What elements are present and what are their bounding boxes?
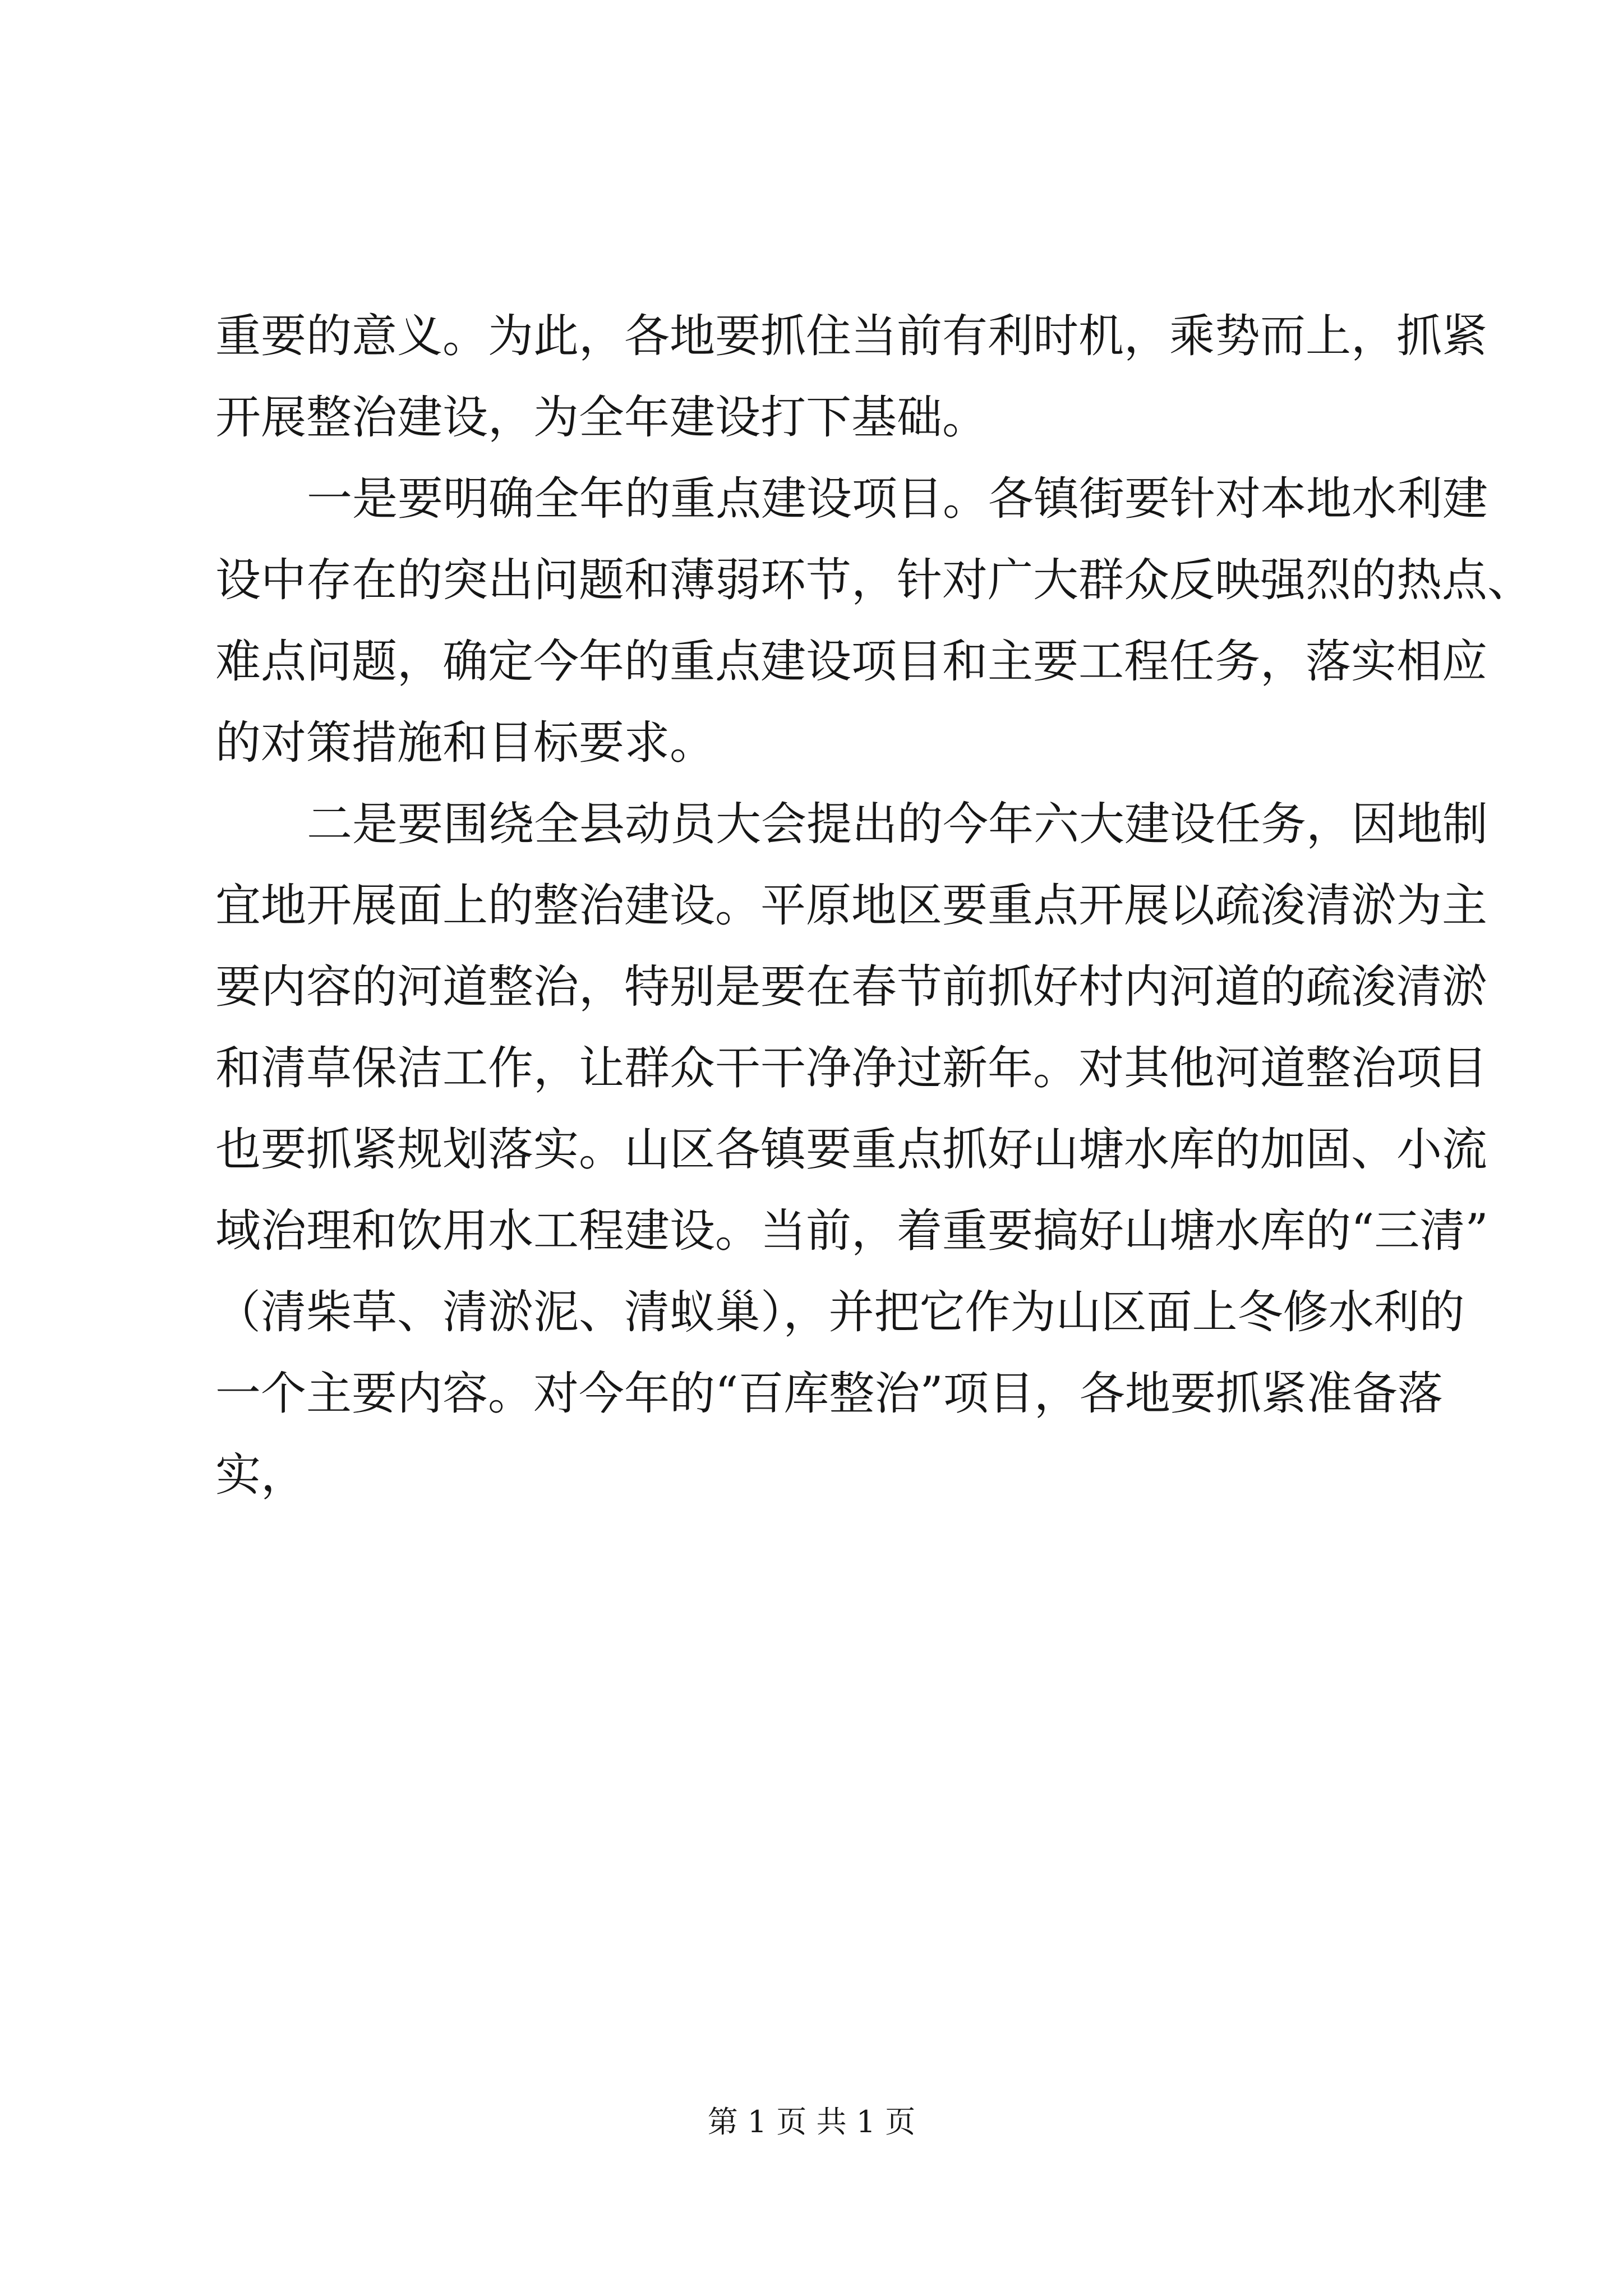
text-line: 重要的意义。为此，各地要抓住当前有利时机，乘势而上，抓紧 xyxy=(215,310,1488,363)
body-text xyxy=(215,296,1533,1516)
text-line: 宜地开展面上的整治建设。平原地区要重点开展以疏浚清淤为主 xyxy=(215,880,1488,932)
text-line: 设中存在的突出问题和薄弱环节，针对广大群众反映强烈的热点、 xyxy=(215,554,1533,607)
text-line: 域治理和饮用水工程建设。当前，着重要搞好山塘水库的“三清” xyxy=(215,1205,1488,1258)
text-line: 要内容的河道整治，特别是要在春节前抓好村内河道的疏浚清淤 xyxy=(215,961,1488,1014)
paragraph-start-line: 一是要明确全年的重点建设项目。各镇街要针对本地水利建 xyxy=(307,473,1488,526)
text-line: 和清草保洁工作，让群众干干净净过新年。对其他河道整治项目 xyxy=(215,1042,1488,1095)
text-line: （清柴草、清淤泥、清蚁巢），并把它作为山区面上冬修水利的 xyxy=(215,1286,1465,1339)
text-line: 开展整治建设，为全年建设打下基础。 xyxy=(215,392,988,444)
text-line: 实， xyxy=(215,1449,307,1502)
page-number-label: 第 1 页 共 1 页 xyxy=(707,2104,916,2139)
text-line: 也要抓紧规划落实。山区各镇要重点抓好山塘水库的加固、小流 xyxy=(215,1124,1488,1176)
paragraph-start-line: 二是要围绕全县动员大会提出的今年六大建设任务，因地制 xyxy=(307,798,1488,851)
text-line: 难点问题，确定今年的重点建设项目和主要工程任务，落实相应 xyxy=(215,636,1488,688)
text-line: 一个主要内容。对今年的“百库整治”项目，各地要抓紧准备落 xyxy=(215,1368,1443,1420)
page-footer xyxy=(0,2102,1623,2142)
text-line: 的对策措施和目标要求。 xyxy=(215,717,716,770)
